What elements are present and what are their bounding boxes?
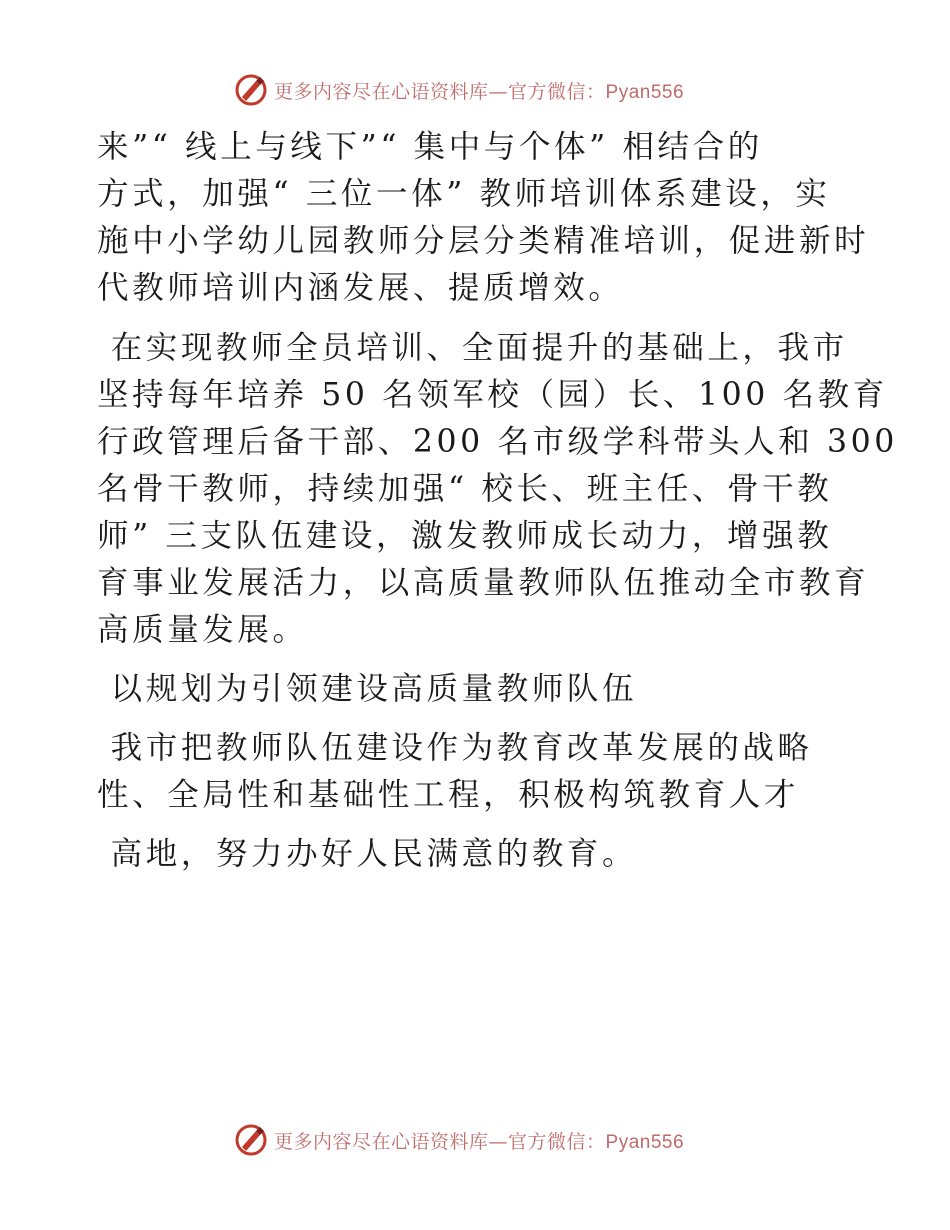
- text-line: 来”“ 线上与线下”“ 集中与个体” 相结合的: [97, 129, 763, 165]
- text-line: 行政管理后备干部、200 名市级学科带头人和 300: [97, 424, 898, 460]
- paragraph: [97, 124, 870, 312]
- brand-logo-icon: [234, 73, 268, 107]
- brand-logo-icon: [234, 1123, 268, 1157]
- text-line: 名骨干教师，持续加强“ 校长、班主任、骨干教: [97, 471, 833, 507]
- header-banner: [234, 70, 684, 110]
- footer-banner: [234, 1120, 684, 1160]
- text-line: 师” 三支队伍建设，激发教师成长动力，增强教: [97, 518, 833, 554]
- text-line: 施中小学幼儿园教师分层分类精准培训，促进新时: [97, 223, 870, 259]
- text-line: 高地，努力办好人民满意的教育。: [97, 836, 638, 872]
- section-heading: [97, 666, 857, 713]
- text-line: 坚持每年培养 50 名领军校（园）长、100 名教育: [97, 377, 888, 413]
- text-line: 育事业发展活力，以高质量教师队伍推动全市教育: [97, 565, 870, 601]
- paragraph: [97, 725, 857, 819]
- banner-text: 更多内容尽在心语资料库—官方微信：Pyan556: [274, 80, 685, 103]
- text-line: 以规划为引领建设高质量教师队伍: [97, 671, 638, 707]
- text-line: 在实现教师全员培训、全面提升的基础上，我市: [97, 330, 848, 366]
- text-line: 性、全局性和基础性工程，积极构筑教育人才: [97, 777, 800, 813]
- text-line: 我市把教师队伍建设作为教育改革发展的战略: [97, 730, 813, 766]
- banner-text: 更多内容尽在心语资料库—官方微信：Pyan556: [274, 1130, 685, 1153]
- document-body: [97, 124, 898, 878]
- paragraph: [97, 325, 898, 654]
- text-line: 代教师培训内涵发展、提质增效。: [97, 270, 624, 306]
- paragraph: [97, 831, 857, 878]
- text-line: 方式，加强“ 三位一体” 教师培训体系建设，实: [97, 176, 831, 212]
- text-line: 高质量发展。: [97, 612, 308, 648]
